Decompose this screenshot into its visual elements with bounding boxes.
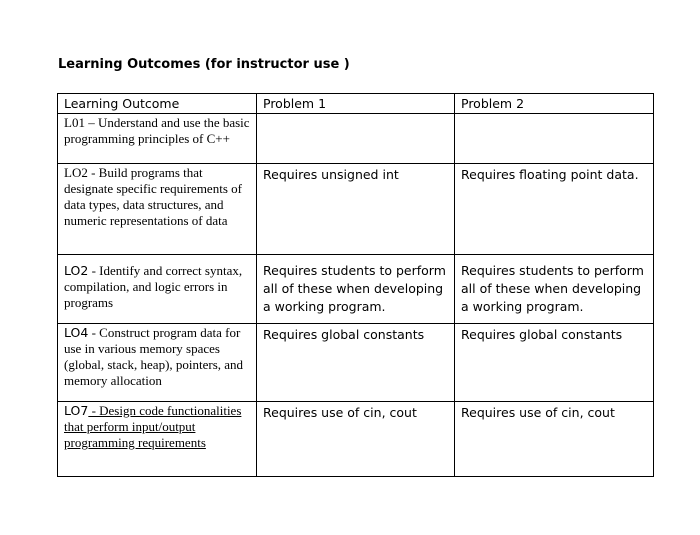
header-problem-1: Problem 1: [257, 94, 455, 114]
table-row: [58, 114, 654, 164]
header-learning-outcome: Learning Outcome: [58, 94, 257, 114]
table-header-row: [58, 94, 654, 114]
problem-1-cell: Requires use of cin, cout: [257, 402, 455, 477]
table-row: [58, 164, 654, 255]
problem-1-cell: Requires global constants: [257, 324, 455, 402]
outcome-code: LO7: [64, 403, 89, 418]
outcome-cell: [58, 402, 257, 477]
problem-1-cell: Requires unsigned int: [257, 164, 455, 255]
outcome-text: - Construct program data for use in various memory spaces (global, stack, heap), pointers, and memory allocation: [64, 325, 244, 388]
outcome-text: - Design code functionalities that perform input/output programming requirements: [64, 403, 242, 450]
outcome-cell: L01 – Understand and use the basic programming principles of C++: [58, 114, 257, 164]
table-row: [58, 255, 654, 324]
outcome-cell: [58, 324, 257, 402]
page-title: Learning Outcomes (for instructor use ): [58, 57, 350, 72]
learning-outcomes-table: [57, 93, 654, 477]
outcome-text: - Identify and correct syntax, compilation, and logic errors in programs: [64, 263, 243, 310]
problem-2-cell: [455, 114, 654, 164]
outcome-cell: [58, 255, 257, 324]
outcome-cell: LO2 - Build programs that designate specific requirements of data types, data structures, and numeric representations of data: [58, 164, 257, 255]
problem-2-cell: Requires use of cin, cout: [455, 402, 654, 477]
table-row: [58, 324, 654, 402]
header-problem-2: Problem 2: [455, 94, 654, 114]
problem-1-cell: Requires students to perform all of these when developing a working program.: [257, 255, 455, 324]
outcome-code: LO4: [64, 325, 89, 340]
problem-1-cell: [257, 114, 455, 164]
problem-2-cell: Requires global constants: [455, 324, 654, 402]
outcome-code: LO2: [64, 263, 89, 278]
problem-2-cell: Requires students to perform all of these when developing a working program.: [455, 255, 654, 324]
table-row: [58, 402, 654, 477]
problem-2-cell: Requires floating point data.: [455, 164, 654, 255]
